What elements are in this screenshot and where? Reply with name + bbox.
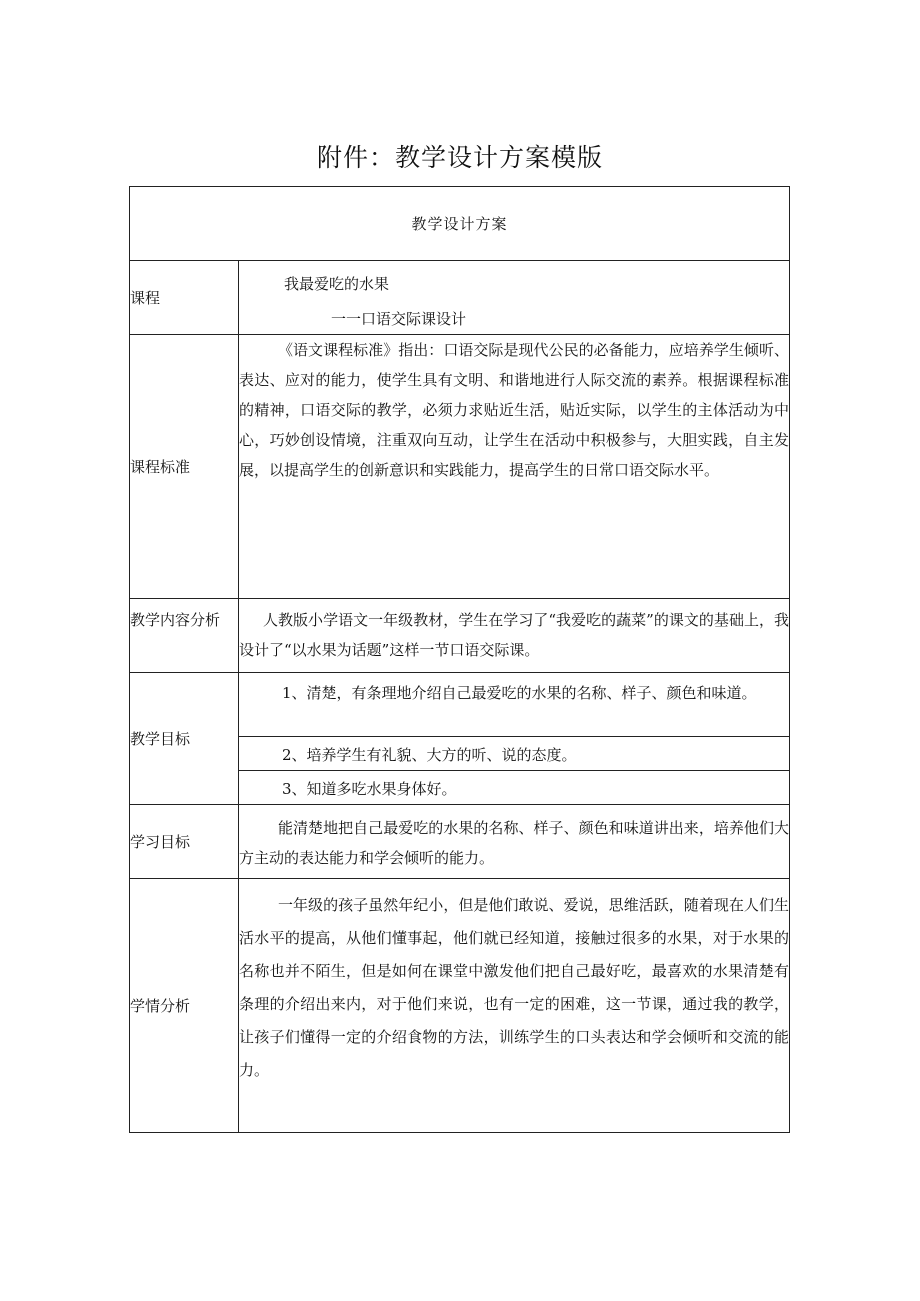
page-title: 附件：教学设计方案模版 [316, 143, 603, 172]
standard-label: 课程标准 [130, 335, 239, 599]
teaching-goal-item: 2、培养学生有礼貌、大方的听、说的态度。 [239, 736, 789, 770]
course-row [130, 261, 790, 335]
table-title: 教学设计方案 [130, 187, 790, 261]
teaching-design-table [129, 186, 790, 1133]
teaching-goals-cell [239, 673, 790, 805]
teaching-goal-item: 1、清楚，有条理地介绍自己最爱吃的水果的名称、样子、颜色和味道。 [282, 684, 757, 702]
content-analysis-row [130, 599, 790, 673]
standard-text: 《语文课程标准》指出：口语交际是现代公民的必备能力，应培养学生倾听、表达、应对的能力，使学生具有文明、和谐地进行人际交流的素养。根据课程标准的精神，口语交际的教学，必须力求贴近生活，贴近实际，以学生的主体活动为中心，巧妙创设情境，注重双向互动，让学生在活动中积极参与，大胆实践，自主发展，以提高学生的创新意识和实践能力，提高学生的日常口语交际水平。 [239, 335, 790, 599]
learning-goals-label: 学习目标 [130, 805, 239, 879]
learning-goals-text: 能清楚地把自己最爱吃的水果的名称、样子、颜色和味道讲出来，培养他们大方主动的表达能力和学会倾听的能力。 [239, 805, 790, 879]
teaching-goals-row [130, 673, 790, 805]
course-cell [239, 261, 790, 335]
content-analysis-text: 人教版小学语文一年级教材，学生在学习了“我爱吃的蔬菜”的课文的基础上，我设计了“以水果为话题”这样一节口语交际课。 [239, 599, 790, 673]
teaching-goals-label: 教学目标 [130, 673, 239, 805]
standard-row [130, 335, 790, 599]
learner-analysis-label: 学情分析 [130, 879, 239, 1133]
course-label: 课程 [130, 261, 239, 335]
table-header-row [130, 187, 790, 261]
course-title: 我最爱吃的水果 [284, 275, 390, 293]
teaching-goal-item: 3、知道多吃水果身体好。 [239, 770, 789, 804]
course-subtitle: 一一口语交际课设计 [331, 310, 467, 328]
content-analysis-label: 教学内容分析 [130, 599, 239, 673]
learning-goals-row [130, 805, 790, 879]
learner-analysis-row [130, 879, 790, 1133]
learner-analysis-text: 一年级的孩子虽然年纪小，但是他们敢说、爱说，思维活跃，随着现在人们生活水平的提高，从他们懂事起，他们就已经知道，接触过很多的水果，对于水果的名称也并不陌生，但是如何在课堂中激发他们把自己最好吃，最喜欢的水果清楚有条理的介绍出来内，对于他们来说，也有一定的困难，这一节课，通过我的教学，让孩子们懂得一定的介绍食物的方法，训练学生的口头表达和学会倾听和交流的能力。 [239, 879, 790, 1133]
